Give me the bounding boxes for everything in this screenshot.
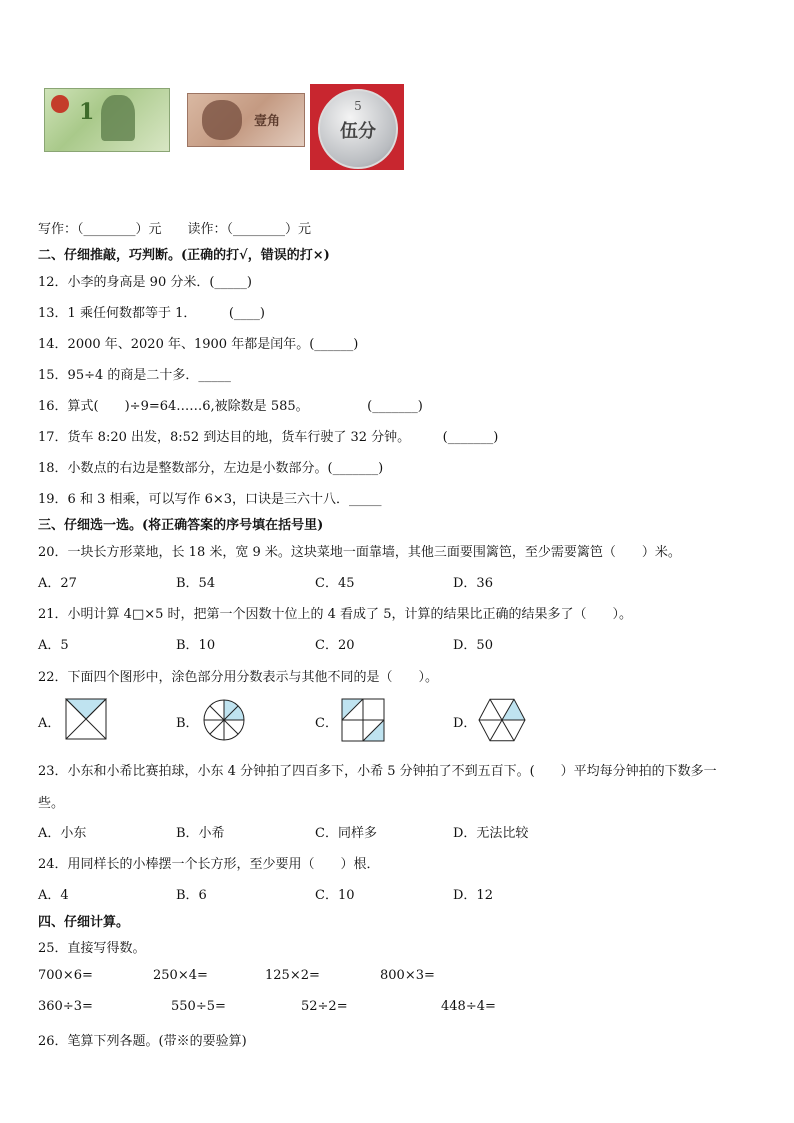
q23-option-c: C．同样多: [315, 826, 377, 841]
q24-option-a: A．4: [38, 888, 69, 903]
question-13: 13．1 乘任何数都等于 1． (____): [38, 306, 265, 321]
coin-icon: [318, 89, 398, 169]
question-15: 15．95÷4 的商是二十多．_____: [38, 368, 231, 383]
five-fen-coin-image: [310, 84, 404, 170]
portrait-icon: [202, 100, 242, 140]
q22-option-d: D．: [453, 716, 477, 731]
question-26: 26．笔算下列各题。(带※的要验算): [38, 1034, 247, 1049]
question-23-line1: 23．小东和小希比赛拍球，小东 4 分钟拍了四百多下，小希 5 分钟拍了不到五百下。( ）平均每分钟拍的下数多一: [38, 764, 717, 779]
portrait-icon: [101, 95, 135, 141]
question-21: 21．小明计算 4□×5 时，把第一个因数十位上的 4 看成了 5，计算的结果比正确的结果多了（ ）。: [38, 607, 632, 622]
calc-item: 800×3=: [380, 968, 435, 983]
question-24: 24．用同样长的小棒摆一个长方形，至少要用（ ）根．: [38, 857, 380, 872]
calc-item: 125×2=: [265, 968, 320, 983]
note1-value: 1: [79, 99, 95, 125]
q22-option-c: C．: [315, 716, 338, 731]
question-18: 18．小数点的右边是整数部分，左边是小数部分。(_______): [38, 461, 384, 476]
question-22: 22．下面四个图形中，涂色部分用分数表示与其他不同的是（ ）。: [38, 670, 439, 685]
question-14: 14．2000 年、2020 年、1900 年都是闰年。(______): [38, 337, 359, 352]
question-25: 25．直接写得数。: [38, 941, 146, 956]
section4-heading: 四、仔细计算。: [38, 915, 130, 930]
square-diagonals-figure: [64, 697, 108, 741]
section2-heading: 二、仔细推敲，巧判断。(正确的打√，错误的打×): [38, 248, 330, 263]
q20-option-b: B．54: [176, 576, 216, 591]
question-17: 17．货车 8:20 出发，8:52 到达目的地，货车行驶了 32 分钟。 (_______): [38, 430, 499, 445]
coin-text: 伍分: [340, 121, 376, 142]
coin-value: 5: [354, 99, 362, 113]
q23-option-a: A．小东: [38, 826, 87, 841]
q21-option-a: A．5: [38, 638, 69, 653]
circle-eighths-figure: [201, 697, 247, 743]
square-quarters-figure: [340, 697, 386, 743]
question-23-line2: 些。: [38, 796, 65, 811]
question-16: 16．算式( )÷9=64……6,被除数是 585。 (_______): [38, 399, 423, 414]
q24-option-b: B．6: [176, 888, 207, 903]
write-read-line: 写作：（________）元 读作：（________）元: [38, 222, 312, 237]
question-12: 12．小李的身高是 90 分米．(_____): [38, 275, 252, 290]
national-emblem-icon: [51, 95, 69, 113]
q24-option-d: D．12: [453, 888, 493, 903]
one-jiao-note-image: [187, 93, 305, 147]
calc-item: 448÷4=: [441, 999, 496, 1014]
q20-option-c: C．45: [315, 576, 355, 591]
q20-option-d: D．36: [453, 576, 493, 591]
q23-option-b: B．小希: [176, 826, 225, 841]
question-19: 19．6 和 3 相乘，可以写作 6×3，口诀是三六十八．_____: [38, 492, 382, 507]
section3-heading: 三、仔细选一选。(将正确答案的序号填在括号里): [38, 518, 324, 533]
q22-option-a: A．: [38, 716, 61, 731]
note2-text: 壹角: [254, 114, 281, 129]
q23-option-d: D．无法比较: [453, 826, 529, 841]
calc-item: 52÷2=: [301, 999, 348, 1014]
one-yuan-note-image: [44, 88, 170, 152]
calc-item: 700×6=: [38, 968, 93, 983]
q21-option-c: C．20: [315, 638, 355, 653]
calc-item: 250×4=: [153, 968, 208, 983]
q24-option-c: C．10: [315, 888, 355, 903]
q20-option-a: A．27: [38, 576, 77, 591]
q21-option-d: D．50: [453, 638, 493, 653]
calc-item: 550÷5=: [171, 999, 226, 1014]
q22-option-b: B．: [176, 716, 199, 731]
hexagon-sixths-figure: [477, 697, 527, 743]
calc-item: 360÷3=: [38, 999, 93, 1014]
question-20: 20．一块长方形菜地，长 18 米，宽 9 米。这块菜地一面靠墙，其他三面要围篱笆，至少需要篱笆（ ）米。: [38, 545, 681, 560]
q21-option-b: B．10: [176, 638, 216, 653]
